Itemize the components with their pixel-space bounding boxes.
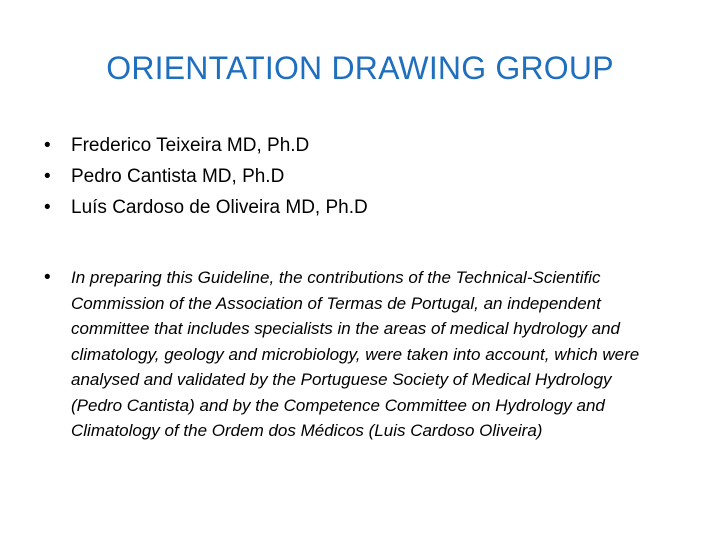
bullet-icon: • [44, 267, 51, 288]
list-item [44, 130, 368, 161]
person-name: Frederico Teixeira MD, Ph.D [71, 135, 310, 156]
guideline-note [44, 265, 656, 444]
note-text: In preparing this Guideline, the contributions of the Technical-Scientific Commission of the Association of Termas de Portugal, an independent committee that includes specialists in the areas of medical hydrology and climatology, geology and microbiology, were taken into account, which were analysed and validated by the Portuguese Society of Medical Hydrology (Pedro Cantista) and by the Competence Committee on Hydrology and Climatology of the Ordem dos Médicos (Luis Cardoso Oliveira) [71, 268, 640, 440]
person-name: Luís Cardoso de Oliveira MD, Ph.D [71, 197, 368, 218]
list-item [44, 192, 368, 223]
bullet-icon: • [44, 197, 51, 218]
people-list [44, 130, 368, 223]
bullet-icon: • [44, 135, 51, 156]
slide-title: ORIENTATION DRAWING GROUP [106, 50, 614, 86]
list-item [44, 161, 368, 192]
person-name: Pedro Cantista MD, Ph.D [71, 166, 285, 187]
bullet-icon: • [44, 166, 51, 187]
